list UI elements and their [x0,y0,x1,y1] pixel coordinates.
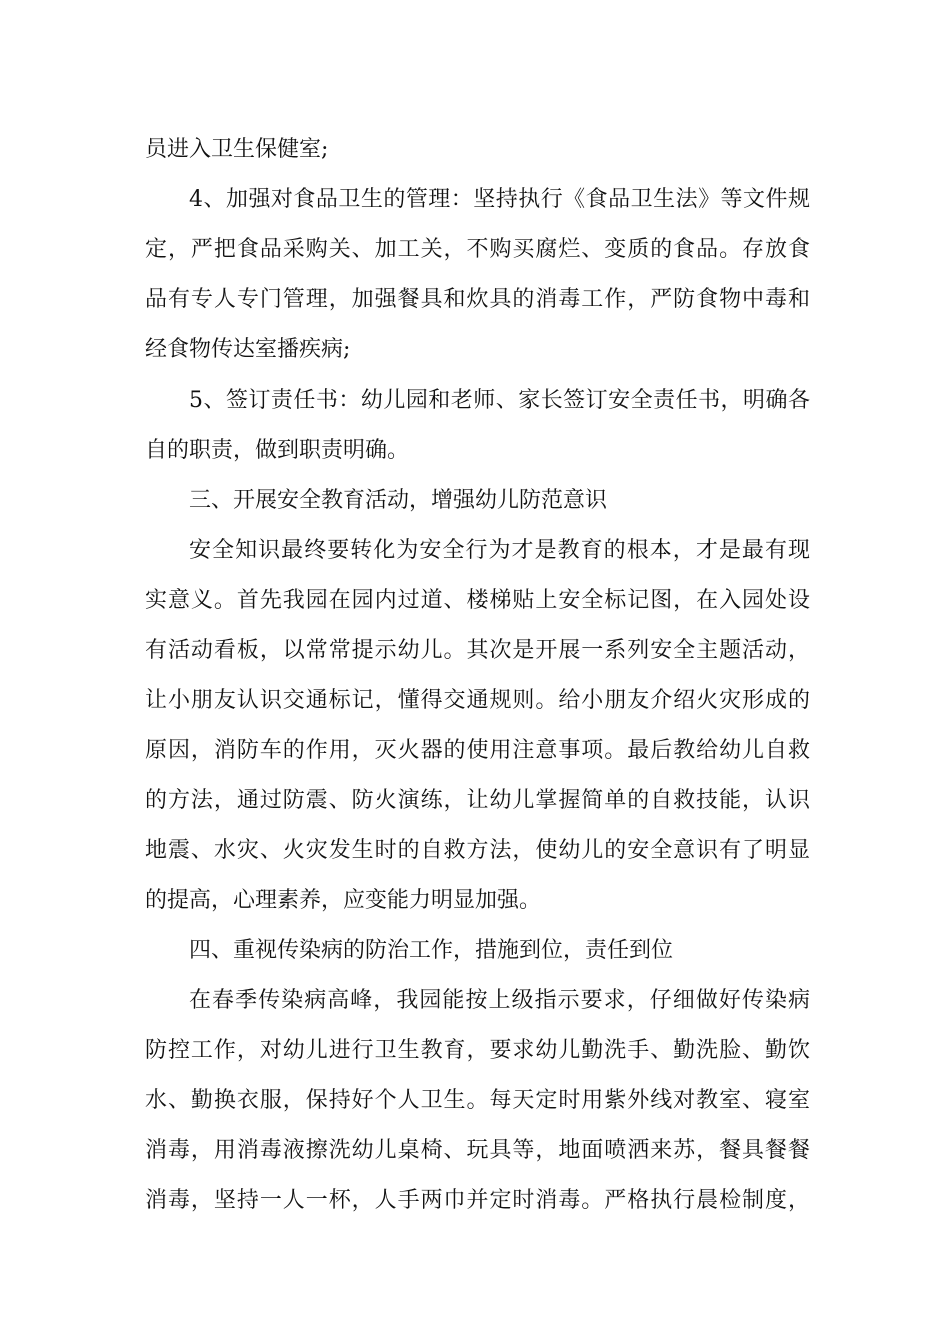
text-line: 安全知识最终要转化为安全行为才是教育的根本，才是最有现 [189,538,810,563]
text-line: 5、签订责任书：幼儿园和老师、家长签订安全责任书，明确各 [189,388,810,413]
text-line: 消毒，用消毒液擦洗幼儿桌椅、玩具等，地面喷洒来苏，餐具餐餐 [145,1138,810,1163]
text-line: 原因，消防车的作用，灭火器的使用注意事项。最后教给幼儿自救 [145,738,810,763]
text-line: 在春季传染病高峰，我园能按上级指示要求，仔细做好传染病 [189,988,810,1013]
text-line: 自的职责，做到职责明确。 [145,438,410,463]
section-heading: 三、开展安全教育活动，增强幼儿防范意识 [189,488,608,513]
text-line: 的方法，通过防震、防火演练，让幼儿掌握简单的自救技能，认识 [145,788,810,813]
text-line: 让小朋友认识交通标记，懂得交通规则。给小朋友介绍火灾形成的 [145,688,810,713]
text-line: 防控工作，对幼儿进行卫生教育，要求幼儿勤洗手、勤洗脸、勤饮 [145,1038,810,1063]
text-line: 地震、水灾、火灾发生时的自救方法，使幼儿的安全意识有了明显 [145,838,810,863]
text-line: 4、加强对食品卫生的管理：坚持执行《食品卫生法》等文件规 [189,187,810,212]
text-line: 实意义。首先我园在园内过道、楼梯贴上安全标记图，在入园处设 [145,588,810,613]
text-line: 的提高，心理素养，应变能力明显加强。 [145,888,542,913]
text-line: 员进入卫生保健室; [145,137,329,162]
section-heading: 四、重视传染病的防治工作，措施到位，责任到位 [189,938,674,963]
text-line: 水、勤换衣服，保持好个人卫生。每天定时用紫外线对教室、寝室 [145,1088,810,1113]
text-line: 消毒，坚持一人一杯，人手两巾并定时消毒。严格执行晨检制度， [145,1188,810,1213]
text-line: 有活动看板，以常常提示幼儿。其次是开展一系列安全主题活动， [145,638,810,663]
text-line: 经食物传达室播疾病; [145,337,351,362]
text-line: 定，严把食品采购关、加工关，不购买腐烂、变质的食品。存放食 [145,237,810,262]
text-line: 品有专人专门管理，加强餐具和炊具的消毒工作，严防食物中毒和 [145,287,810,312]
